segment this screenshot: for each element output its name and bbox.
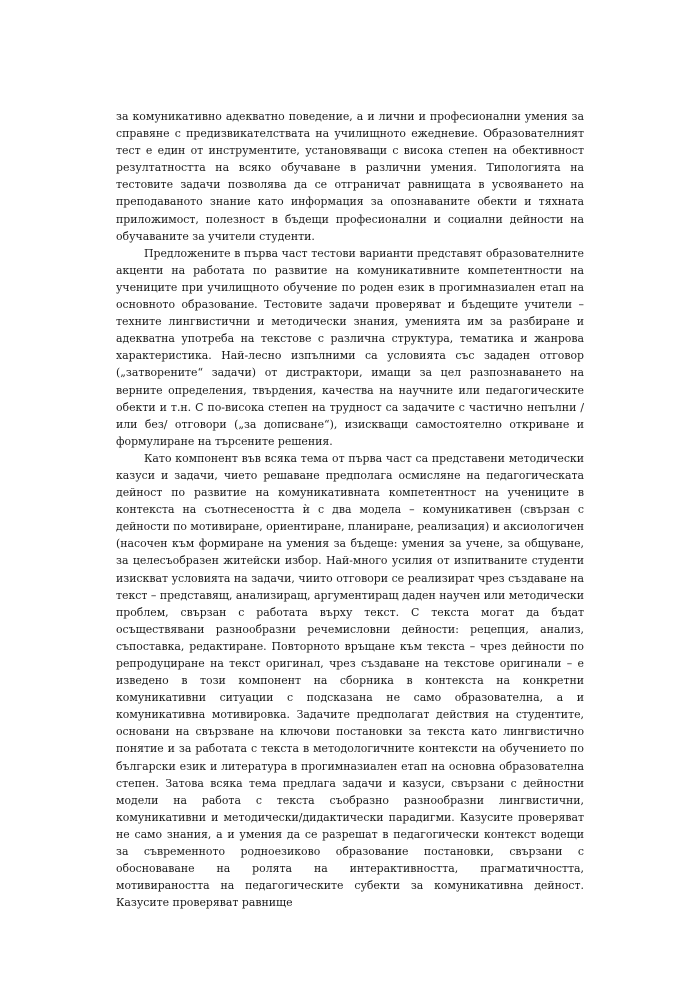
paragraph-2: Предложените в първа част тестови варианти представят образователните акценти на работата по развитие на комуникативните компетентности на учениците при училищното обучение по роден език в прогимназиален етап на основното образование. Тестовите задачи проверяват и бъдещите учители – техните лингвистични и методически знания, уменията им за разбиране и адекватна употреба на текстове с различна структура, тематика и жанрова характеристика. Най-лесно изпълними са условията със зададен отговор („затворените“ задачи) от дистрактори, имащи за цел разпознаването на верните определения, твърдения, качества на научните или педагогическите обекти и т.н. С по-висока степен на трудност са задачите с частично непълни /или без/ отговори („за дописване“), изискващи самостоятелно откриване и формулиране на търсените решения.	[116, 246, 584, 448]
paragraph-3: Като компонент във всяка тема от първа част са представени методически казуси и задачи, чието решаване предполага осмисляне на педагогическата дейност по развитие на комуникативната компетентност на учениците в контекста на съотнесеността ѝ с два модела – комуникативен (свързан с дейности по мотивиране, ориентиране, планиране, реализация) и аксиологичен (насочен към формиране на умения за бъдеще: умения за учене, за общуване, за целесъобразен житейски избор. Най-много усилия от изпитваните студенти изискват условията на задачи, чиито отговори се реализират чрез създаване на текст – представящ, анализиращ, аргументиращ даден научен или методически проблем, свързан с работата върху текст. С текста могат да бъдат осъществявани разнообразни речемисловни дейности: рецепция, анализ, съпоставка, редактиране. Повторното връщане към текста – чрез дейности по репродуциране на текст оригинал, чрез създаване на текстове оригинали – е изведено в този компонент на сборника в контекста на конкретни комуникативни ситуации с подсказана не само образователна, а и комуникативна мотивировка. Задачите предполагат действия на студентите, основани на свързване на ключови постановки за текста като лингвистично понятие и за работата с текста в методологичните контексти на обучението по български език и литература в прогимназиален етап на основна образователна степен. Затова всяка тема предлага задачи и казуси, свързани с дейностни модели на работа с текста съобразно разнообразни лингвистични, комуникативни и методически/дидактически парадигми. Казусите проверяват не само знания, а и умения да се разрешат в педагогически контекст водещи за съвременното родноезиково образование постановки, свързани с обосноваване на ролята на интерактивността, прагматичността, мотивираността на педагогическите субекти за комуникативна дейност. Казусите проверяват равнище	[116, 451, 584, 910]
paragraph-1: за комуникативно адекватно поведение, а и лични и професионални умения за справяне с предизвикателствата на училищното ежедневие. Образователният тест е един от инструментите, установяващи с висока степен на обективност резултатността на всяко обучаване в различни умения. Типологията на тестовите задачи позволява да се отграничат равнищата в усвояването на преподаваното знание като информация за опознаваните обекти и тяхната приложимост, полезност в бъдещи професионални и социални дейности на обучаваните за учители студенти.	[116, 110, 584, 243]
document-page	[116, 108, 584, 911]
